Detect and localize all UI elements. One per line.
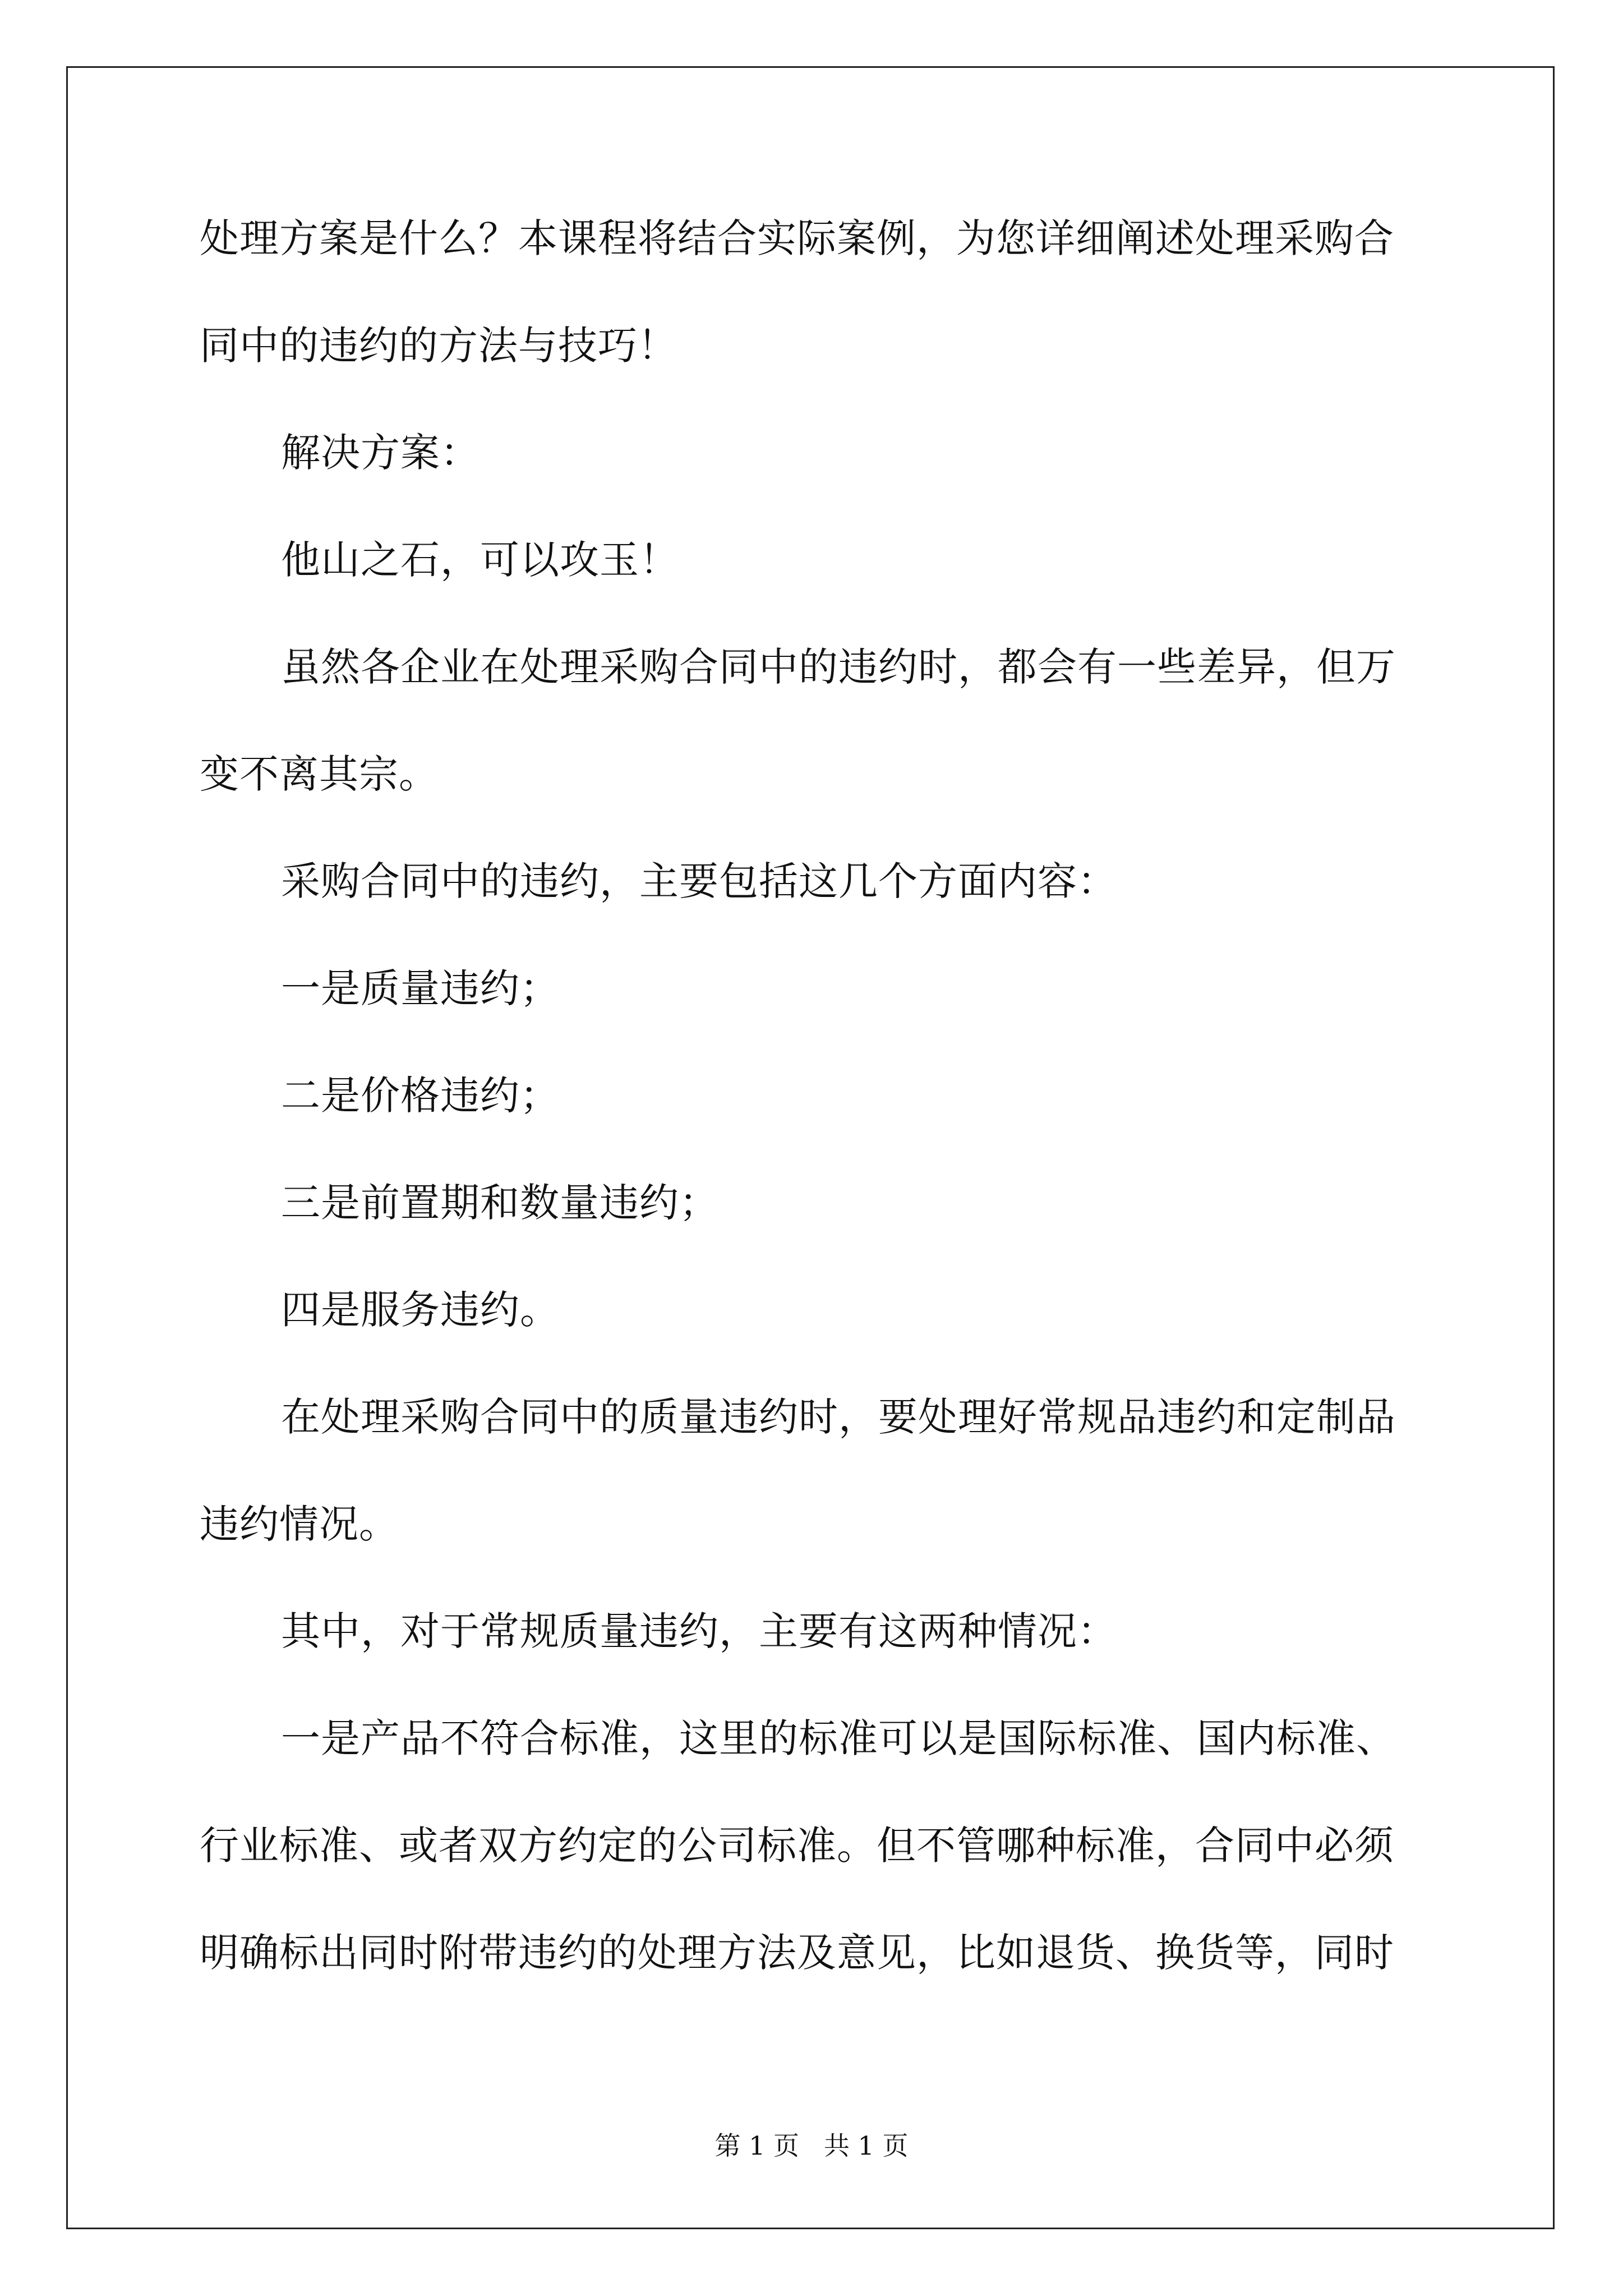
text-line-5: 虽然各企业在处理采购合同中的违约时，都会有一些差异，但万 [281, 644, 1396, 690]
text-line-3: 解决方案： [281, 430, 480, 476]
text-line-11: 四是服务违约。 [281, 1287, 560, 1333]
text-line-8: 一是质量违约； [281, 965, 560, 1011]
document-body [200, 215, 1433, 2040]
text-line-17: 明确标出同时附带违约的处理方法及意见，比如退货、换货等，同时 [200, 1930, 1394, 1976]
text-line-4: 他山之石，可以攻玉！ [281, 537, 679, 583]
page-footer [0, 2132, 1623, 2160]
text-line-10: 三是前置期和数量违约； [281, 1180, 719, 1226]
text-line-7: 采购合同中的违约，主要包括这几个方面内容： [281, 858, 1117, 904]
text-line-15: 一是产品不符合标准，这里的标准可以是国际标准、国内标准、 [281, 1715, 1396, 1761]
text-line-9: 二是价格违约； [281, 1073, 560, 1119]
page-total-label: 共 1 页 [823, 2131, 909, 2161]
page-number-label: 第 1 页 [714, 2131, 800, 2161]
text-line-2: 同中的违约的方法与技巧！ [200, 323, 677, 369]
text-line-6: 变不离其宗。 [200, 751, 439, 797]
text-line-1: 处理方案是什么？本课程将结合实际案例，为您详细阐述处理采购合 [200, 215, 1394, 261]
text-line-14: 其中，对于常规质量违约，主要有这两种情况： [281, 1608, 1117, 1654]
text-line-13: 违约情况。 [200, 1501, 399, 1547]
text-line-16: 行业标准、或者双方约定的公司标准。但不管哪种标准，合同中必须 [200, 1823, 1394, 1869]
text-line-12: 在处理采购合同中的质量违约时，要处理好常规品违约和定制品 [281, 1394, 1396, 1440]
